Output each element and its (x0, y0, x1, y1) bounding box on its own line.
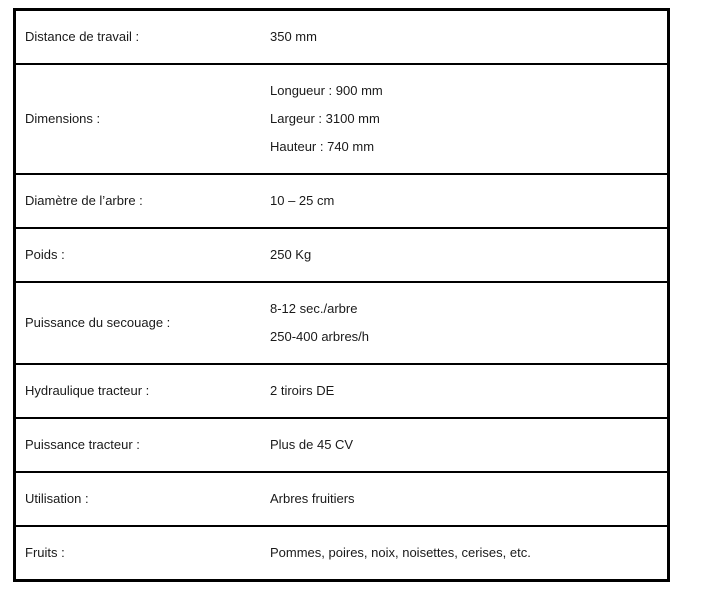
spec-value-line: 250-400 arbres/h (270, 329, 370, 344)
spec-label: Poids : (15, 228, 271, 282)
spec-row-tree-diameter (15, 174, 669, 228)
spec-row-weight (15, 228, 669, 282)
spec-value (270, 228, 669, 282)
spec-row-dimensions (15, 64, 669, 174)
spec-row-shaking-power (15, 282, 669, 364)
spec-label: Fruits : (15, 526, 271, 581)
spec-value-line: 8-12 sec./arbre (270, 301, 358, 316)
spec-row-distance (15, 10, 669, 65)
spec-value-line: Arbres fruitiers (270, 491, 355, 506)
spec-value (270, 418, 669, 472)
spec-row-usage (15, 472, 669, 526)
spec-value (270, 174, 669, 228)
spec-row-tractor-power (15, 418, 669, 472)
spec-label: Dimensions : (15, 64, 271, 174)
spec-value (270, 10, 669, 65)
spec-row-tractor-hydraulics (15, 364, 669, 418)
spec-label: Distance de travail : (15, 10, 271, 65)
spec-value-line: Longueur : 900 mm (270, 83, 383, 98)
spec-value-line: Largeur : 3100 mm (270, 111, 380, 126)
spec-value (270, 526, 669, 581)
spec-value-line: 250 Kg (270, 247, 312, 262)
spec-label: Diamètre de l’arbre : (15, 174, 271, 228)
spec-label: Utilisation : (15, 472, 271, 526)
spec-row-fruits (15, 526, 669, 581)
spec-value-line: Pommes, poires, noix, noisettes, cerises, etc. (270, 545, 531, 560)
spec-value-line: Plus de 45 CV (270, 437, 354, 452)
spec-label: Hydraulique tracteur : (15, 364, 271, 418)
spec-label: Puissance du secouage : (15, 282, 271, 364)
spec-value (270, 64, 669, 174)
spec-value (270, 364, 669, 418)
spec-label: Puissance tracteur : (15, 418, 271, 472)
spec-value-line: 350 mm (270, 29, 317, 44)
spec-value (270, 282, 669, 364)
spec-value-line: Hauteur : 740 mm (270, 139, 375, 154)
spec-value-line: 10 – 25 cm (270, 193, 335, 208)
specifications-table (13, 8, 670, 582)
spec-value (270, 472, 669, 526)
spec-value-line: 2 tiroirs DE (270, 383, 335, 398)
